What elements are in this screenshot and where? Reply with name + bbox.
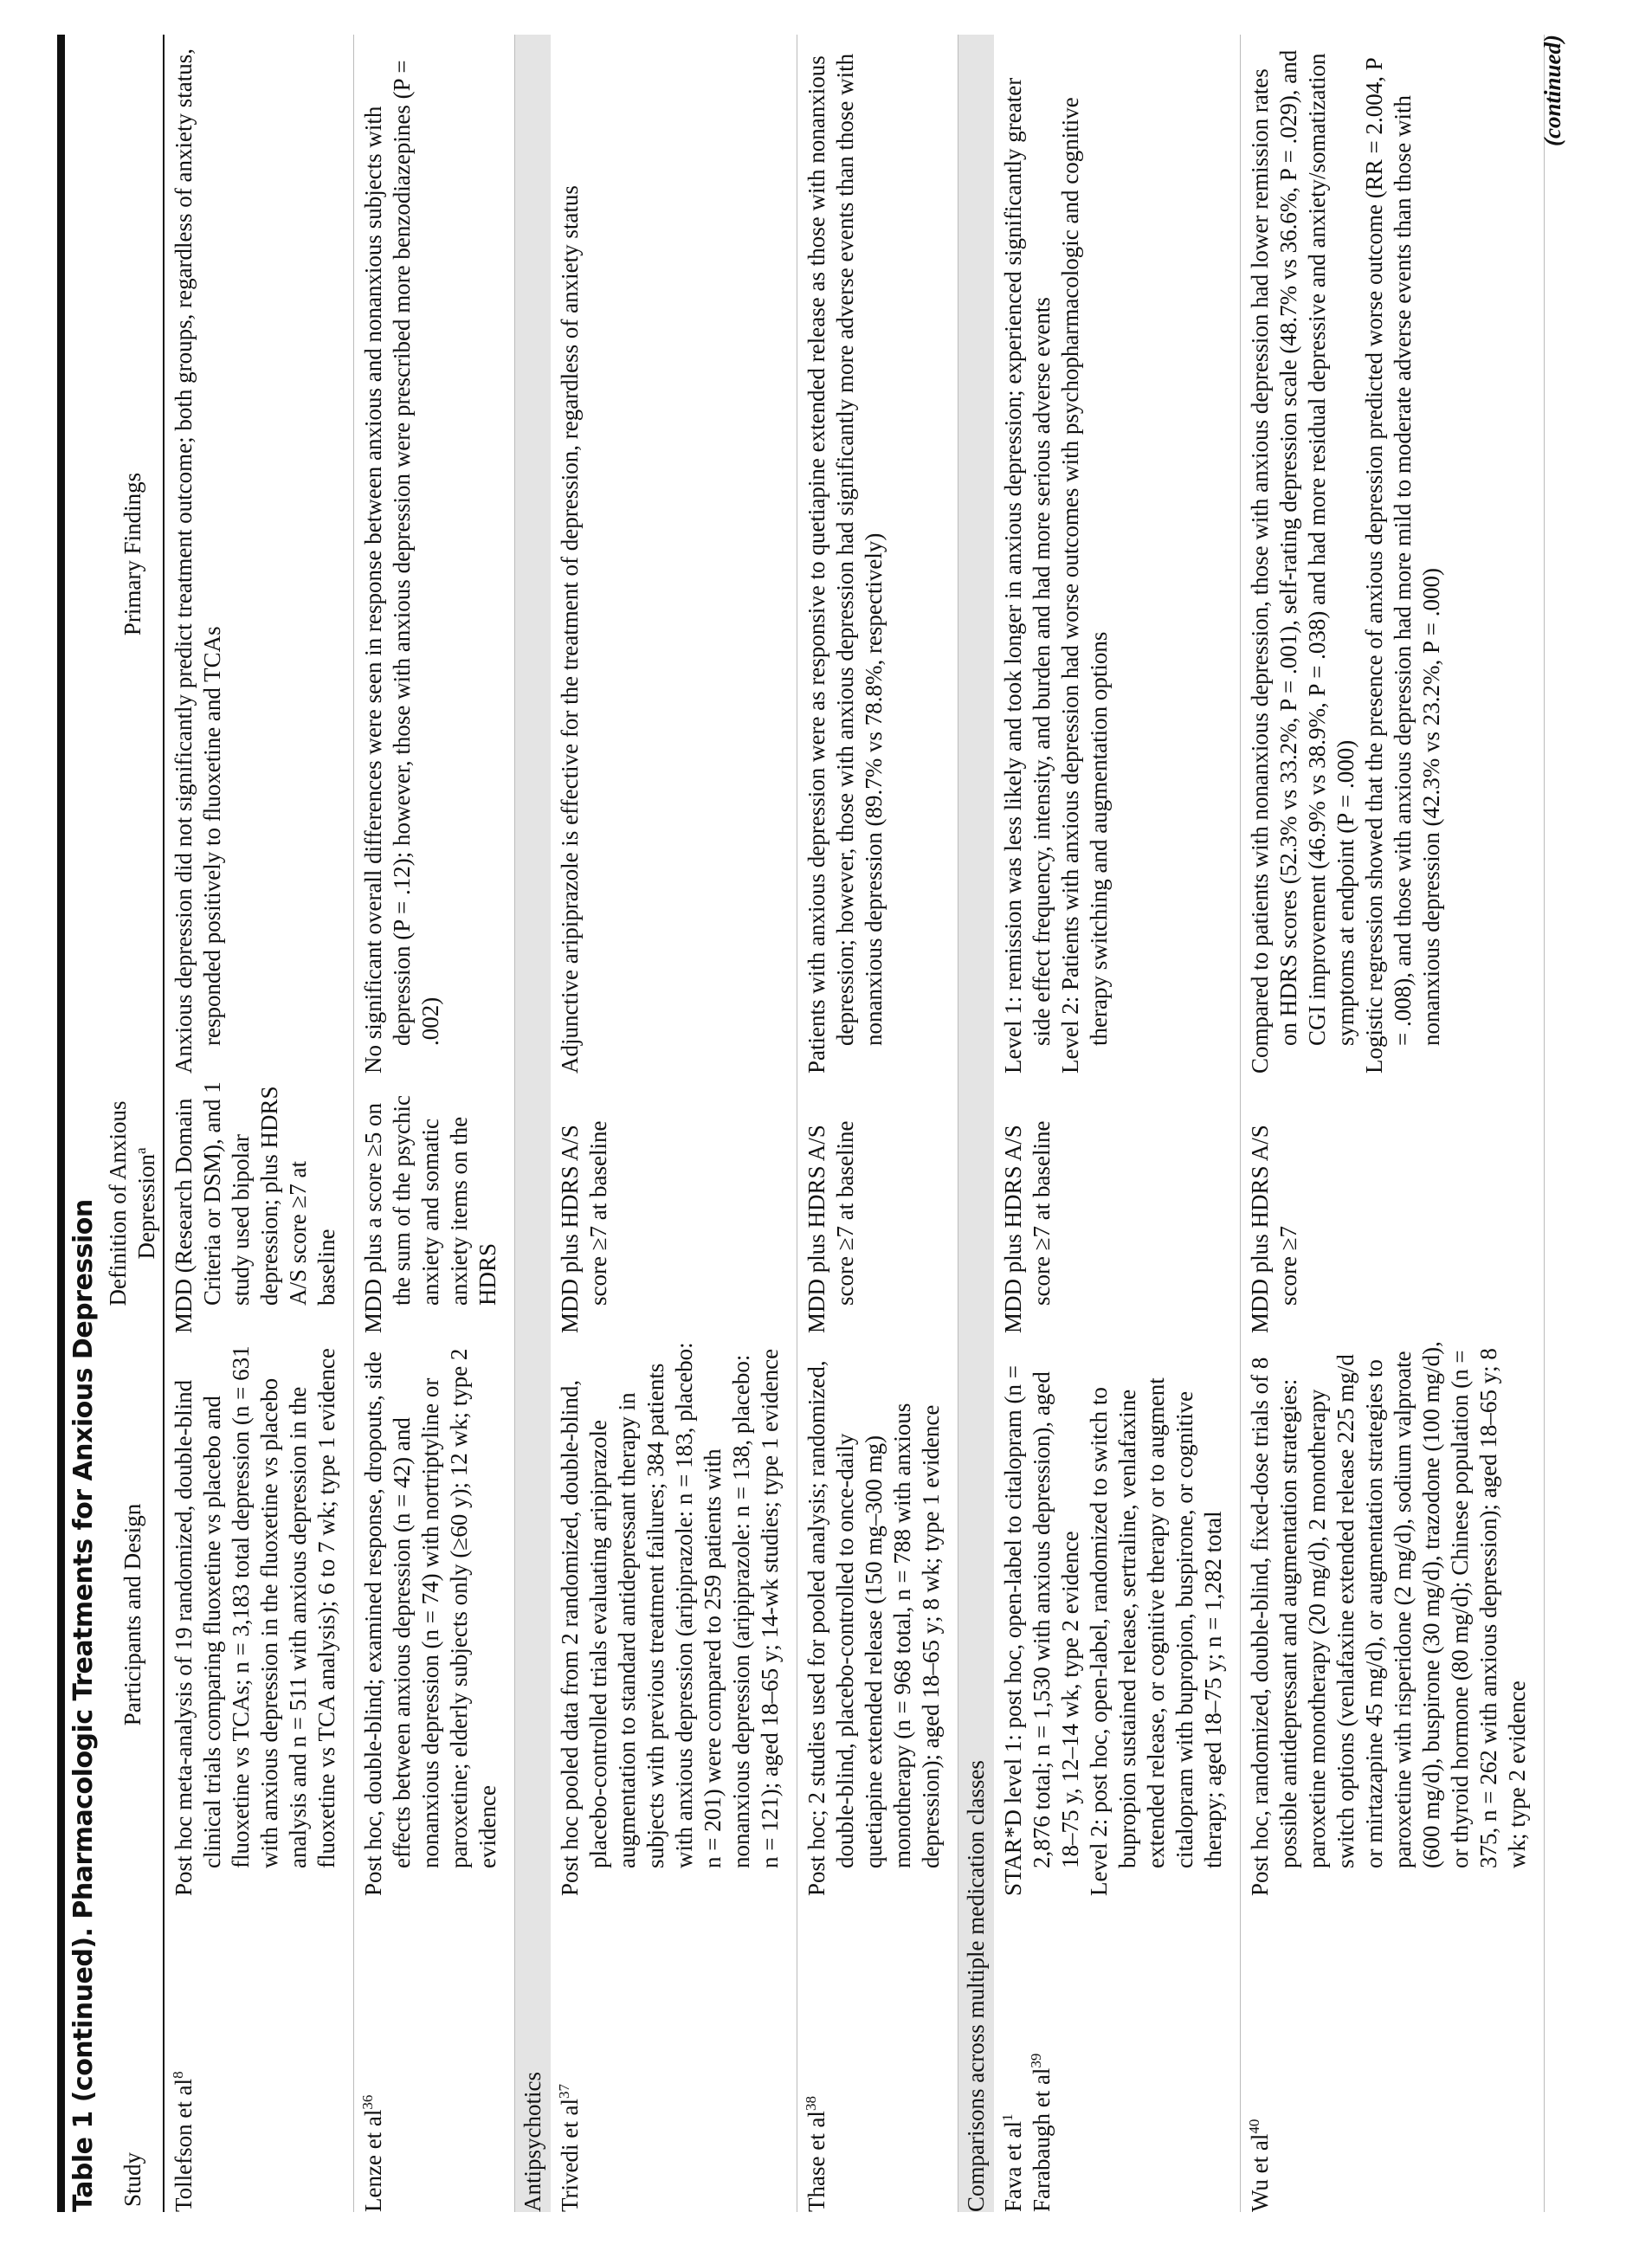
definition-cell: MDD (Research Domain Criteria or DSM), and 1 study used bipolar depression; plus HDRS A/S score ≥7 at baseline [164, 1074, 354, 1333]
table-row [797, 35, 958, 2212]
design-cell: Post hoc, randomized, double-blind, fixed-dose trials of 8 possible antidepressant and augmentation strategies: paroxetine monotherapy (20 mg/d), 2 monotherapy switch options (venlafaxine extended release 225 mg/d or mirtazapine 45 mg/d), or augmentation strategies to paroxetine with risperidone (2 mg/d), sodium valproate (600 mg/d), buspirone (30 mg/d), trazodone (100 mg/d), or thyroid hormone (80 mg/d); Chinese population (n = 375, n = 262 with anxious depression); aged 18–65 y; 8 wk; type 2 evidence [1241, 1333, 1545, 1896]
design-cell: Post hoc pooled data from 2 randomized, double-blind, placebo-controlled trials evaluating aripiprazole augmentation to standard antidepressant therapy in subjects with previous treatment failures; 384 patients with anxious depression (aripiprazole: n = 183, placebo: n = 201) were compared to 259 patients with nonanxious depression (aripiprazole: n = 138, placebo: n = 121); aged 18–65 y; 14-wk studies; type 1 evidence [551, 1333, 797, 1896]
continued-note: (continued) [1539, 35, 1565, 147]
study-cell: Thase et $al^{38}$ [797, 1896, 958, 2212]
treatments-table [102, 35, 1545, 2212]
definition-cell: MDD plus a score ≥5 on the sum of the psychic anxiety and somatic anxiety items on the HDRS [354, 1074, 515, 1333]
findings-cell: Anxious depression did not significantly predict treatment outcome; both groups, regardless of anxiety status, responded positively to fluoxetine and TCAs [164, 35, 354, 1074]
definition-cell: MDD plus HDRS A/S score ≥7 at baseline [797, 1074, 958, 1333]
findings-cell: No significant overall differences were seen in response between anxious and nonanxious subjects with depression (P = .12); however, those with anxious depression were prescribed more benzodiazepines (P = .002) [354, 35, 515, 1074]
section-comparisons: Comparisons across multiple medication classes [958, 35, 995, 2212]
design-cell: Post hoc, double-blind; examined response, dropouts, side effects between anxious depression (n = 42) and nonanxious depression (n = 74) with nortriptyline or paroxetine; elderly subjects only (≥60 y); 12 wk; type 2 evidence [354, 1333, 515, 1896]
findings-cell: Level 1: remission was less likely and took longer in anxious depression; experienced significantly greater side effect frequency, intensity, and burden and had more serious adverse events Level 2: Patients with anxious depression had worse outcomes with psychopharmacologic and cognitive therapy switching and augmentation options [994, 35, 1241, 1074]
design-cell: Post hoc; 2 studies used for pooled analysis; randomized, double-blind, placebo-controlled to once-daily quetiapine extended release (150 mg–300 mg) monotherapy (n = 968 total, n = 788 with anxious depression); aged 18–65 y; 8 wk; type 1 evidence [797, 1333, 958, 1896]
design-cell: Post hoc meta-analysis of 19 randomized, double-blind clinical trials comparing fluoxetine vs placebo and fluoxetine vs TCAs; n = 3,183 total depression (n = 631 with anxious depression in the fluoxetine vs placebo analysis and n = 511 with anxious depression in the fluoxetine vs TCA analysis); 6 to 7 wk; type 1 evidence [164, 1333, 354, 1896]
study-cell: Fava et $al^1$ Farabaugh et $al^{39}$ [994, 1896, 1241, 2212]
header-study: Study [102, 1896, 164, 2212]
table-row [994, 35, 1241, 2212]
study-cell: Trivedi et $al^{37}$ [551, 1896, 797, 2212]
definition-cell: MDD plus HDRS A/S score ≥7 [1241, 1074, 1545, 1333]
findings-cell: Adjunctive aripiprazole is effective for the treatment of depression, regardless of anxiety status [551, 35, 797, 1074]
header-definition: Definition of Anxious Depression$^a$ [102, 1074, 164, 1333]
table-row [354, 35, 515, 2212]
header-findings: Primary Findings [102, 35, 164, 1074]
findings-cell: Compared to patients with nonanxious depression, those with anxious depression had lower remission rates on HDRS scores (52.3% vs 33.2%, P = .001), self-rating depression scale (48.7% vs 36.6%, P = .029), and CGI improvement (46.9% vs 38.9%, P = .038) and had more residual depressive and anxiety/somatization symptoms at endpoint (P = .000) Logistic regression showed that the presence of anxious depression predicted worse outcome (RR = 2.004, P = .008), and those with anxious depression had more mild to moderate adverse events than those with nonanxious depression (42.3% vs 23.2%, P = .000) [1241, 35, 1545, 1074]
study-cell: Lenze et $al^{36}$ [354, 1896, 515, 2212]
findings-cell: Patients with anxious depression were as responsive to quetiapine extended release as those with nonanxious depression; however, those with anxious depression had significantly more adverse events than those with nonanxious depression (89.7% vs 78.8%, respectively) [797, 35, 958, 1074]
header-design: Participants and Design [102, 1333, 164, 1896]
study-cell: Tollefson et $al^8$ [164, 1896, 354, 2212]
table-title: Table 1 (continued). Pharmacologic Treatments for Anxious Depression [57, 35, 99, 2212]
table-row [1241, 35, 1545, 2212]
study-cell: Wu et $al^{40}$ [1241, 1896, 1545, 2212]
definition-cell: MDD plus HDRS A/S score ≥7 at baseline [551, 1074, 797, 1333]
design-cell: STAR*D level 1: post hoc, open-label to citalopram (n = 2,876 total; n = 1,530 with anxious depression), aged 18–75 y, 12–14 wk, type 2 evidence Level 2: post hoc, open-label, randomized to switch to bupropion sustained release, sertraline, venlafaxine extended release, or cognitive therapy or to augment citalopram with bupropion, buspirone, or cognitive therapy; aged 18–75 y; n = 1,282 total [994, 1333, 1241, 1896]
section-antipsychotics: Antipsychotics [515, 35, 552, 2212]
table-row [551, 35, 797, 2212]
table-row [164, 35, 354, 2212]
definition-cell: MDD plus HDRS A/S score ≥7 at baseline [994, 1074, 1241, 1333]
